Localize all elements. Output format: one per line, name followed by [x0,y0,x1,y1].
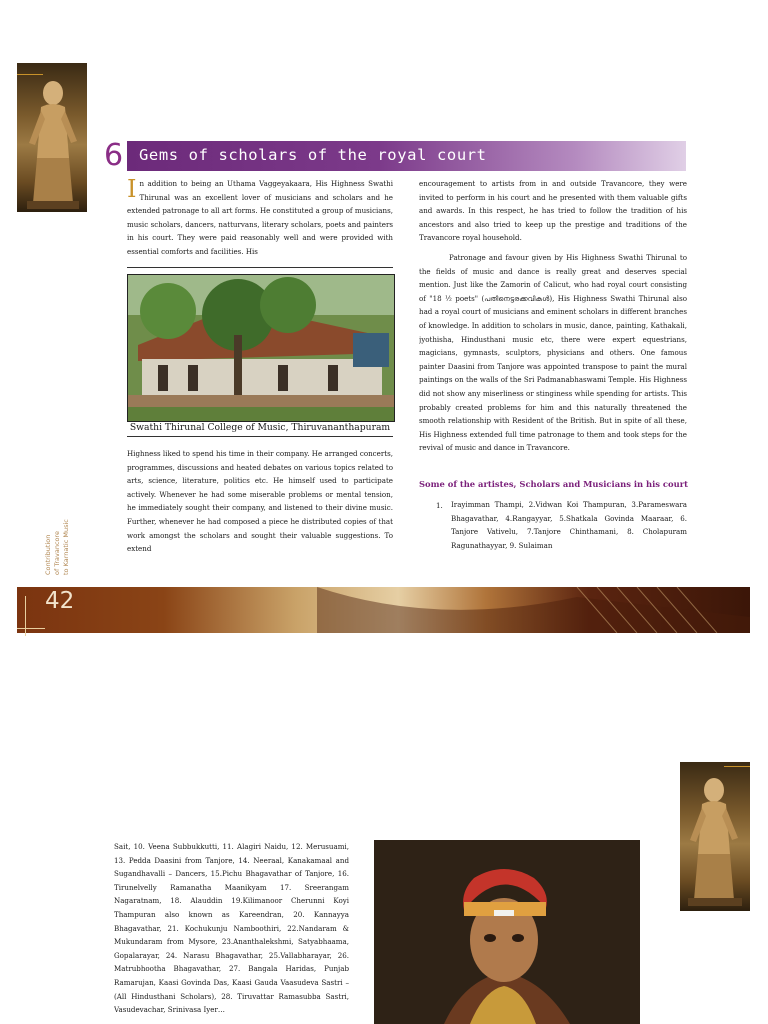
divider-top [127,267,393,268]
photo-caption: Swathi Thirunal College of Music, Thiruvananthapuram [129,422,391,433]
portrait-painting-image [374,840,640,1024]
list-heading: Some of the artistes, Scholars and Musicians in his court [419,479,688,489]
footer-corner-line-h [17,628,45,629]
dropcap: I [127,177,137,203]
gold-corner-line [724,766,750,767]
page-number: 42 [45,588,75,614]
intro-text: n addition to being an Uthama Vaggeyakaara, His Highness Swathi Thirunal was an excellent lover of musicians and scholars and he extended patronage to all art forms. He constituted a group of musicians, music scholars, dancers, natturvans, literary scholars, poets and painters in his court. They were paid reasonably well and were provided with essential comforts and facilities. His [127,179,393,256]
right-paragraph-2: Patronage and favour given by His Highness Swathi Thirunal to the fields of music and dance is really great and deserves special mention. Just like the Zamorin of Calicut, who had royal court consisting of "18 ½ poets" (പതിനെട്ടരക്കവികൾ), His Highness Swathi Thirunal also had a royal court of musicians and eminent scholars in different branches of knowledge. In addition to scholars in music, dance, painting, Kathakali, jyothisha, Hindusthani music etc, there were expert equestrians, magicians, gymnasts, sculptors, physicians and others. One famous painter Daasini from Tanjore was appointed transpose to paint the mural paintings on the walls of the Sri Padmanabhaswami Temple. His Highness did not show any miserliness or stinginess while spending for artists. This probably created problems for him and this naturally threatened the smooth relationship with Resident of the British. But in spite of all these, His Highness extended full time patronage to them and took steps for the revival of music and dance in Travancore. [419,253,687,453]
title-band [127,141,686,171]
side-caption-line-2: of Travancore [53,530,61,575]
list-number: 1. [436,501,443,510]
intro-paragraph [127,177,393,259]
chapter-number: 6 [104,138,124,173]
statue-image-bottom-right [680,762,750,911]
college-building-image [128,275,394,421]
chapter-title: Gems of scholars of the royal court [139,146,487,164]
statue-figure-icon [680,762,750,911]
list-text-bottom: Sait, 10. Veena Subbukkutti, 11. Alagiri Naidu, 12. Merusuami, 13. Pedda Daasini from Tanjore, 14. Neeraal, Kanakamaal and Sugandhavalli – Dancers, 15.Pichu Bhagavathar of Tanjore, 16. Tirunelvelly Ramanatha Maanikyam 17. Sreerangam Nagaratnam, 18. Alauddin 19.Kilimanoor Cherunni Koyi Thampuran also known as Kareendran, 20. Kannayya Bhagavathar, 21. Kochukunju Namboothiri, 22.Nandaram & Mukundaram from Mysore, 23.Ananthalekshmi, Satyabhaama, Gopalarayar, 24. Narasu Bhagavathar, 25.Vallabharayar, 26. Matrubhootha Bhagavathar, 27. Bangala Haridas, Punjab Ramarujan, Kaasi Govinda Das, Kaasi Gauda Vaasudeva Sastri – (All Hindusthani Scholars), 28. Tiruvattar Ramasubba Sastri, Vasudevachar, Srinivasa Iyer… [114,842,349,1015]
portrait-image [374,840,640,1024]
side-caption-line-1: Contribution [44,534,52,575]
side-caption [44,485,71,575]
side-caption-line-3: to Karnatic Music [62,519,70,575]
divider-bottom [127,436,393,437]
list-text-top: Irayimman Thampi, 2.Vidwan Koi Thampuran, 3.Parameswara Bhagavathar, 4.Rangayyar, 5.Shatkala Govinda Maaraar, 6. Tanjore Vativelu, 7.Tanjore Chinthamani, 8. Cholapuram Ragunathayyar, 9. Sulaiman [451,500,687,550]
gold-corner-line [17,74,43,75]
college-photo [127,274,395,422]
footer-texture-image [17,587,750,633]
right-paragraph-1: encouragement to artists from in and outside Travancore, they were invited to perform in his court and he presented with them valuable gifts and awards. In this respect, he has tried to follow the tradition of his ancestors and also tried to keep up the prestige and traditions of the Travancore royal household. [419,179,687,243]
footer-band [17,587,750,633]
statue-image-top-left [17,63,87,212]
footer-corner-line-v [25,596,26,636]
left-paragraph-2: Highness liked to spend his time in their company. He arranged concerts, programmes, discussions and heated debates on various topics related to arts, science, literature, politics etc. He himself used to participate actively. Whenever he had some miserable problems or mental tension, he immediately sought their company, and listened to their divine music. Further, whenever he had composed a piece he distributed copies of that work amongst the scholars and sought their valuable suggestions. To extend [127,449,393,554]
statue-figure-icon [17,63,87,212]
